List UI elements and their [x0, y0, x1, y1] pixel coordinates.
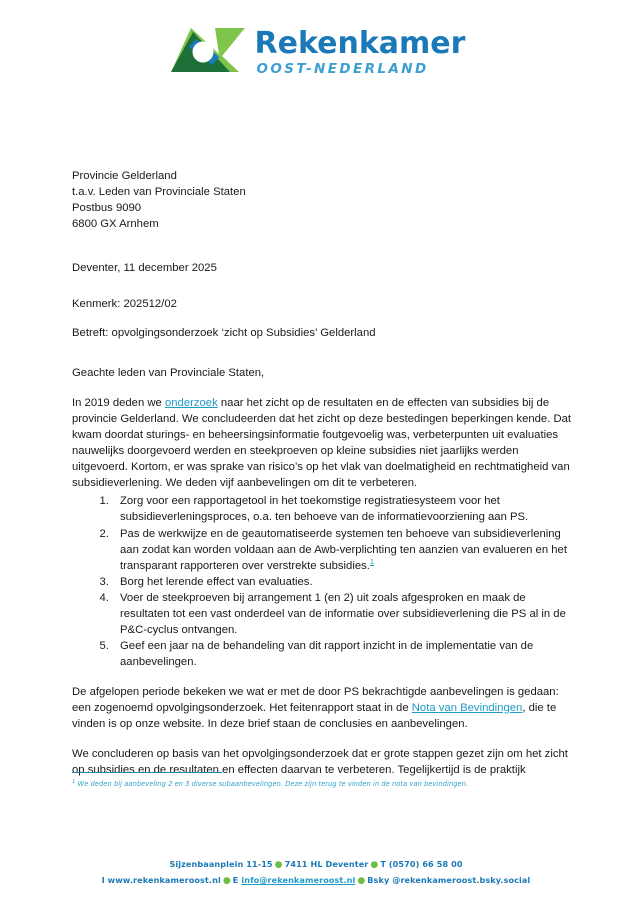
spacer	[72, 341, 572, 365]
letterhead	[0, 26, 632, 78]
footer-line-web	[0, 873, 632, 890]
recommendation-text: Zorg voor een rapportagetool in het toekomstige registratiesysteem voor het subsidieverleningsproces, o.a. ten behoeve van de informatievoorziening aan PS.	[120, 495, 529, 524]
list-item	[112, 526, 572, 574]
footer-line-contact	[0, 857, 632, 874]
logo-tagline: OOST-NEDERLAND	[256, 61, 429, 78]
recommendation-text: Borg het lerende effect van evaluaties.	[120, 575, 313, 588]
footer-separator-icon: ●	[222, 876, 231, 887]
footnote-reference-marker[interactable]: 1	[369, 556, 375, 566]
footnote-separator	[72, 772, 222, 773]
footnote-area	[72, 772, 572, 789]
footer-email-link[interactable]: info@rekenkameroost.nl	[241, 875, 356, 886]
paragraph-followup	[72, 684, 572, 732]
recommendation-text: Pas de werkwijze en de geautomatiseerde systemen ten behoeve van subsidieverlening aan zodat kan worden voldaan aan de Awb-verplichting ten aanzien van evalueren en het transparant rapporteren over verstrekte subsidies.	[120, 527, 567, 572]
salutation: Geachte leden van Provinciale Staten,	[72, 367, 265, 380]
footnote-marker: 1	[72, 778, 76, 785]
spacer	[72, 670, 572, 684]
list-item	[112, 493, 572, 525]
list-item	[112, 574, 572, 590]
recommendations-list	[72, 493, 572, 669]
spacer	[72, 312, 572, 325]
recommendation-text: Geef een jaar na de behandeling van dit rapport inzicht in de implementatie van de aanbevelingen.	[120, 639, 534, 668]
footer-social: Bsky @rekenkameroost.bsky.social	[367, 875, 531, 886]
paragraph-followup-text-before: De afgelopen periode bekeken we wat er met de door PS bekrachtigde aanbevelingen is gedaan: een zogenoemd opvolgingsonderzoek. Het feitenrapport staat in de	[72, 685, 559, 714]
footer-phone: T (0570) 66 58 00	[380, 858, 463, 869]
spacer	[72, 381, 572, 395]
paragraph-followup-text-after: , die te vinden is op onze website. In deze brief staan de conclusies en aanbevelingen.	[72, 701, 557, 730]
footer-separator-icon: ●	[274, 859, 283, 870]
footnote	[72, 780, 572, 789]
spacer	[72, 232, 572, 260]
address-line: t.a.v. Leden van Provinciale Staten	[72, 186, 246, 199]
logo-title: Rekenkamer	[254, 26, 466, 62]
paragraph-intro-text-before: In 2019 deden we	[72, 397, 165, 410]
letter-body	[72, 168, 572, 778]
triangle-logo-icon	[167, 26, 245, 78]
footer-postal: 7411 HL Deventer	[284, 858, 369, 869]
reference-number: Kenmerk: 202512/02	[72, 298, 177, 311]
onderzoek-link[interactable]: onderzoek	[164, 397, 218, 410]
address-line: Provincie Gelderland	[72, 170, 177, 182]
footer-separator-icon: ●	[357, 876, 366, 887]
address-line: 6800 GX Arnhem	[72, 218, 159, 231]
address-line: Postbus 9090	[72, 202, 142, 215]
recommendation-text: Voer de steekproeven bij arrangement 1 (en 2) uit zoals afgesproken en maak de resultaten tot een vast onderdeel van de informatie over subsidieverlening die PS al in de P&C-cyclus ontvangen.	[120, 591, 566, 636]
footer-address: Sijzenbaanplein 11-15	[169, 858, 273, 869]
footer-email-prefix: E	[232, 875, 242, 886]
paragraph-intro	[72, 395, 572, 491]
page-footer	[0, 857, 632, 891]
footnote-body: We deden bij aanbeveling 2 en 3 diverse subaanbevelingen. Deze zijn terug te vinden in de nota van bevindingen.	[77, 780, 469, 788]
logo-wordmark	[255, 27, 466, 77]
organization-logo	[167, 26, 466, 78]
paragraph-conclusion: We concluderen op basis van het opvolgingsonderzoek dat er grote stappen gezet zijn om het zicht op subsidies en de resultaten en effecten daarvan te verbeteren. Tegelijkertijd is de praktijk	[72, 747, 568, 776]
dateline: Deventer, 11 december 2025	[72, 262, 217, 275]
spacer	[72, 732, 572, 746]
footer-website: I www.rekenkameroost.nl	[101, 875, 221, 886]
list-item	[112, 590, 572, 638]
paragraph-intro-text-after: naar het zicht op de resultaten en de effecten van subsidies bij de provincie Gelderland. We concludeerden dat het zicht op deze bestedingen beperkingen kende. Dat kwam doordat sturings- en beheersingsinformatie foutgevoelig was, verbeterpunten uit evaluaties nauwelijks doorgevoerd werden en steekproeven op kleine subsidies niet jaarlijks werden uitgevoerd. Kortom, er was sprake van risico’s op het vlak van doelmatigheid en rechtmatigheid van subsidieverlening. We deden vijf aanbevelingen om dit te verbeteren.	[72, 397, 572, 490]
list-item	[112, 638, 572, 670]
footer-separator-icon: ●	[370, 859, 379, 870]
nota-van-bevindingen-link[interactable]: Nota van Bevindingen	[411, 701, 523, 714]
spacer	[72, 276, 572, 296]
subject-line: Betreft: opvolgingsonderzoek ‘zicht op Subsidies’ Gelderland	[72, 327, 376, 340]
recipient-address-block	[72, 168, 572, 232]
